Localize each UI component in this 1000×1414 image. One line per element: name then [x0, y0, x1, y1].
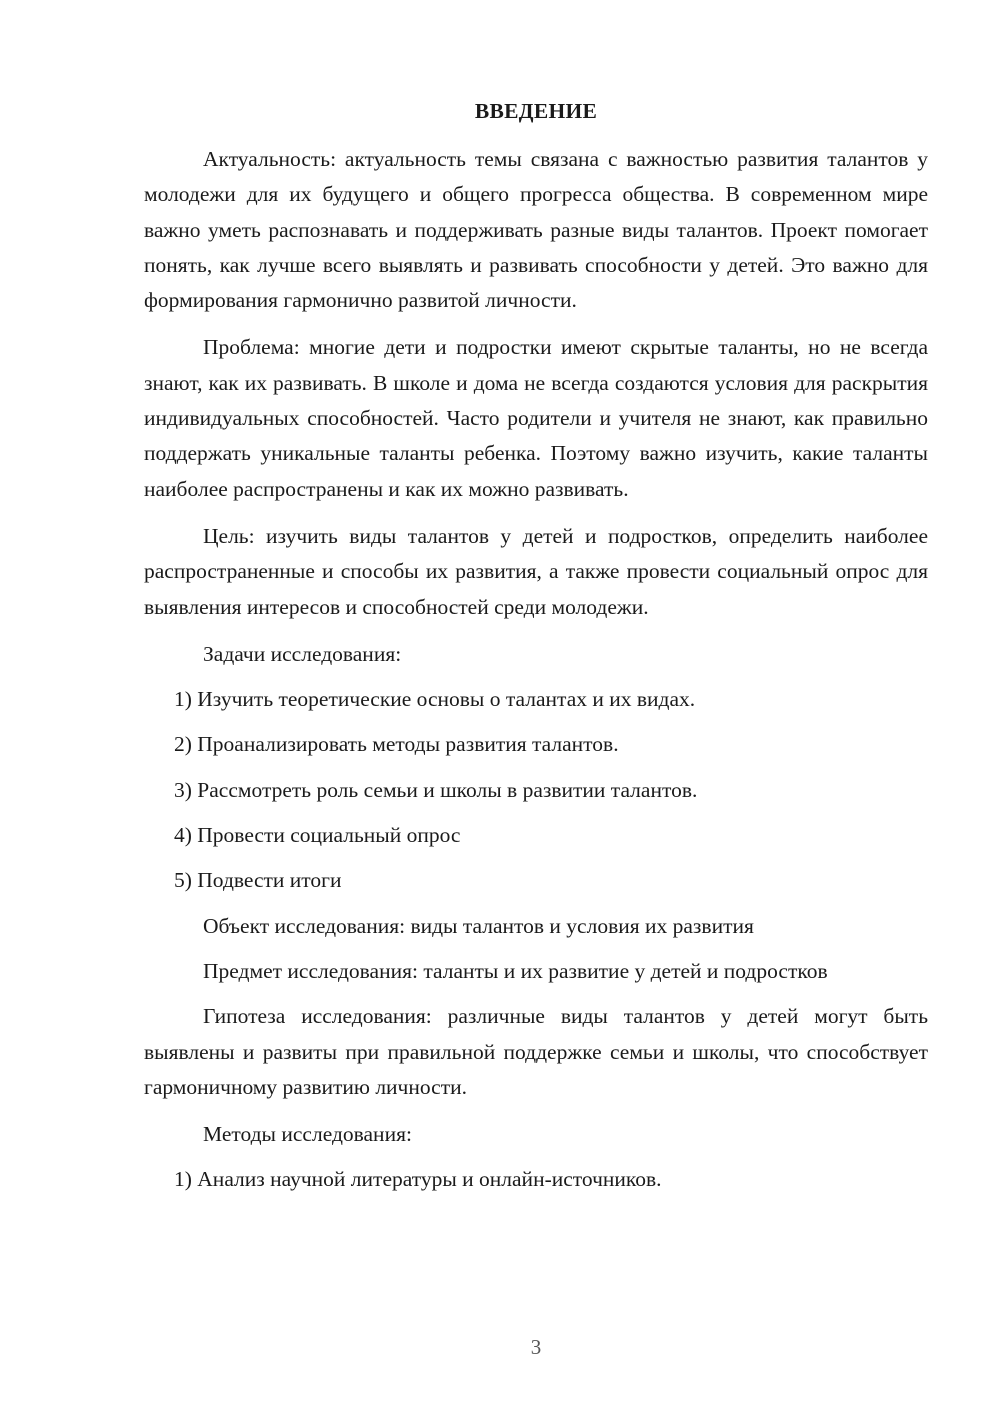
- task-item: 2) Проанализировать методы развития талантов.: [174, 732, 619, 757]
- methods-heading: Методы исследования:: [203, 1122, 412, 1147]
- research-subject: Предмет исследования: таланты и их развитие у детей и подростков: [203, 958, 828, 983]
- tasks-heading: Задачи исследования:: [203, 641, 402, 666]
- page-number: 3: [530, 1335, 542, 1359]
- task-item: 1) Изучить теоретические основы о талантах и их видах.: [174, 687, 696, 712]
- method-item: 1) Анализ научной литературы и онлайн-источников.: [174, 1167, 662, 1192]
- task-item: 3) Рассмотреть роль семьи и школы в развитии талантов.: [174, 777, 698, 802]
- section-title: ВВЕДЕНИЕ: [474, 99, 598, 123]
- research-object: Объект исследования: виды талантов и условия их развития: [203, 913, 754, 938]
- document-body: [144, 142, 928, 1208]
- hypothesis-paragraph: Гипотеза исследования: различные виды талантов у детей могут быть выявлены и развиты при правильной поддержке семьи и школы, что способствует гармоничному развитию личности.: [144, 1004, 928, 1099]
- relevance-paragraph: Актуальность: актуальность темы связана с важностью развития талантов у молодежи для их будущего и общего прогресса общества. В современном мире важно уметь распознавать и поддерживать разные виды талантов. Проект помогает понять, как лучше всего выявлять и развивать способности у детей. Это важно для формирования гармонично развитой личности.: [144, 147, 928, 313]
- task-item: 5) Подвести итоги: [174, 868, 342, 893]
- goal-paragraph: Цель: изучить виды талантов у детей и подростков, определить наиболее распространенные и способы их развития, а также провести социальный опрос для выявления интересов и способностей среди молодежи.: [144, 523, 928, 619]
- task-item: 4) Провести социальный опрос: [174, 823, 461, 848]
- problem-paragraph: Проблема: многие дети и подростки имеют скрытые таланты, но не всегда знают, как их развивать. В школе и дома не всегда создаются условия для раскрытия индивидуальных способностей. Часто родители и учителя не знают, как правильно поддержать уникальные таланты ребенка. Поэтому важно изучить, какие таланты наиболее распространены и как их можно развивать.: [144, 335, 928, 501]
